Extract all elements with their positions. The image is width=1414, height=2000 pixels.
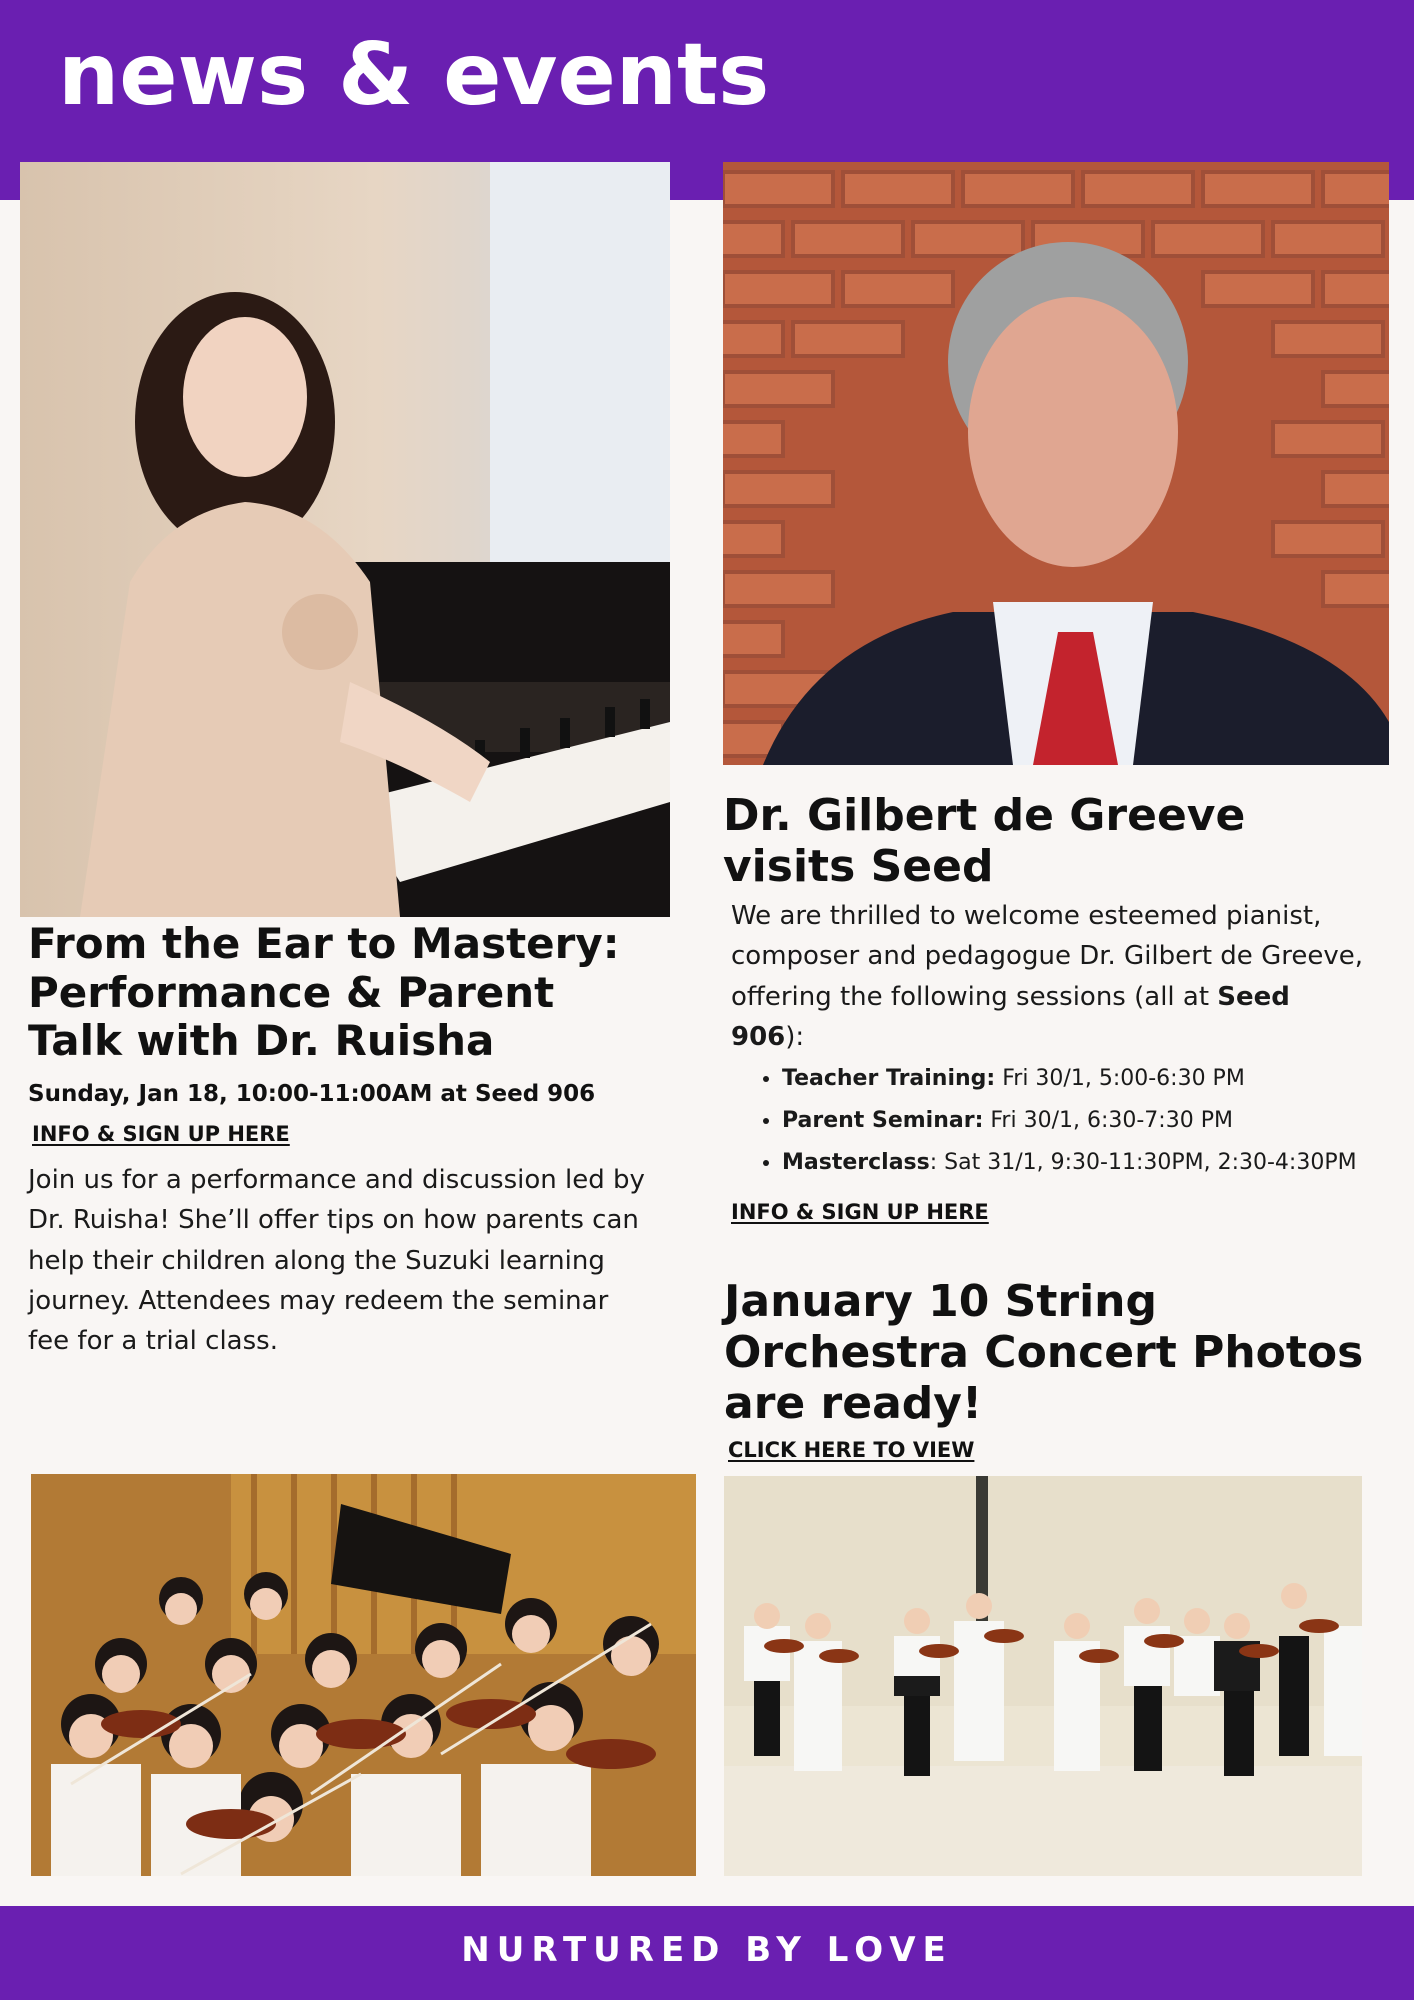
info-signup-link-greeve[interactable]: INFO & SIGN UP HERE	[731, 1200, 989, 1224]
info-signup-link-ruisha[interactable]: INFO & SIGN UP HERE	[32, 1122, 290, 1146]
body-lead: We are thrilled to welcome esteemed pianist, composer and pedagogue Dr. Gilbert de Greeve, offering the following sessions (all at	[731, 901, 1363, 1012]
headline-greeve: Dr. Gilbert de Greeve visits Seed	[723, 790, 1246, 893]
headline-ruisha: From the Ear to Mastery: Performance & Parent Talk with Dr. Ruisha	[28, 919, 620, 1066]
article-body-greeve	[731, 896, 1371, 1057]
body-tail: ):	[785, 1021, 805, 1052]
session-detail: Fri 30/1, 5:00-6:30 PM	[995, 1066, 1245, 1091]
violin-students-photo	[31, 1474, 696, 1876]
page-title: news & events	[58, 25, 770, 125]
stage-performance-photo	[724, 1476, 1362, 1876]
session-label: Parent Seminar:	[782, 1108, 984, 1133]
footer-tagline: NURTURED BY LOVE	[461, 1930, 953, 1970]
session-detail: : Sat 31/1, 9:30-11:30PM, 2:30-4:30PM	[929, 1150, 1357, 1175]
article-body-ruisha: Join us for a performance and discussion led by Dr. Ruisha! She’ll offer tips on how parents can help their children along the Suzuki learning journey. Attendees may redeem the seminar fee for a trial class.	[28, 1165, 645, 1357]
view-photos-link[interactable]: CLICK HERE TO VIEW	[728, 1438, 975, 1462]
portrait-pianist-photo	[20, 162, 670, 917]
session-detail: Fri 30/1, 6:30-7:30 PM	[983, 1108, 1233, 1133]
session-item-teacher-training	[782, 1068, 1414, 1090]
portrait-gentleman-photo	[723, 162, 1389, 765]
session-list	[726, 1068, 1414, 1194]
session-item-masterclass	[782, 1152, 1414, 1174]
body-venue: Seed 906	[731, 981, 1290, 1052]
session-label: Teacher Training:	[782, 1066, 996, 1091]
session-item-parent-seminar	[782, 1110, 1414, 1132]
session-label: Masterclass	[782, 1150, 930, 1175]
headline-concert-photos: January 10 String Orchestra Concert Photos are ready!	[724, 1276, 1364, 1430]
event-date-time: Sunday, Jan 18, 10:00-11:00AM at Seed 906	[28, 1081, 596, 1107]
